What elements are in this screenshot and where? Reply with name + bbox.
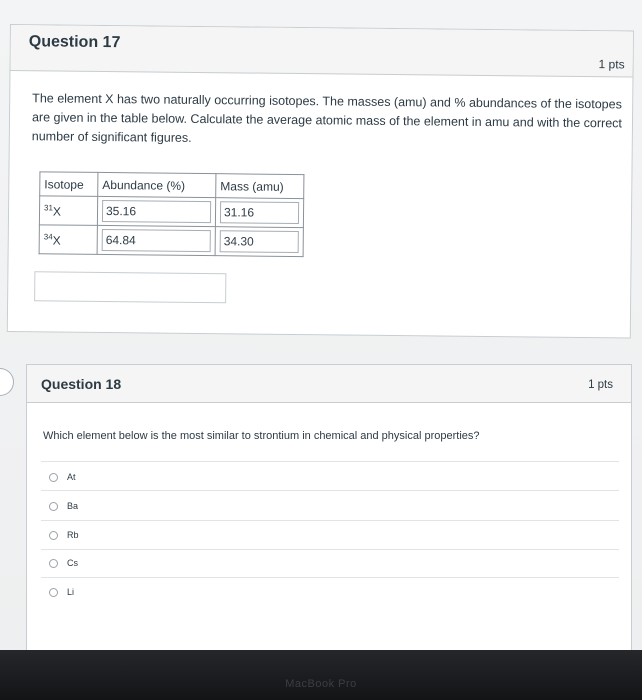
- abundance-cell: [97, 196, 215, 226]
- table-header-isotope: Isotope: [40, 172, 98, 197]
- abundance-value: 64.84: [102, 229, 211, 252]
- mass-cell: [215, 198, 303, 228]
- question-17-prompt: The element X has two naturally occurring isotopes. The masses (amu) and % abundances of the isotopes are given in the table below. Calculate the average atomic mass of the element in amu and with the correct number of significant figures.: [31, 91, 622, 145]
- abundance-cell: [97, 225, 215, 255]
- mass-value: 31.16: [220, 201, 299, 224]
- question-17-header: [11, 25, 633, 78]
- option-label: Cs: [67, 558, 78, 568]
- option-label: Ba: [67, 501, 79, 511]
- divider: [41, 461, 619, 462]
- answer-option-li[interactable]: [49, 583, 74, 601]
- answer-option-rb[interactable]: [49, 526, 79, 544]
- isotope-symbol: X: [52, 203, 62, 219]
- answer-option-cs[interactable]: [49, 554, 78, 572]
- question-18-title: Question 18: [41, 376, 122, 392]
- laptop-bezel: [0, 650, 642, 700]
- mass-number: 31: [44, 202, 54, 212]
- isotope-symbol: X: [52, 232, 61, 248]
- divider: [41, 577, 619, 578]
- mass-value: 34.30: [220, 230, 299, 253]
- question-18-card: [26, 364, 632, 664]
- isotope-cell: [39, 225, 97, 255]
- radio-button[interactable]: [49, 531, 58, 540]
- answer-input[interactable]: [34, 271, 226, 303]
- divider: [41, 549, 619, 550]
- radio-button[interactable]: [49, 473, 58, 482]
- question-17-points: 1 pts: [598, 57, 625, 72]
- option-label: At: [67, 472, 76, 482]
- answer-option-ba[interactable]: [49, 497, 78, 515]
- isotope-cell: [39, 196, 97, 226]
- device-label: MacBook Pro: [285, 678, 357, 690]
- table-row: [39, 196, 303, 228]
- abundance-value: 35.16: [102, 200, 211, 223]
- divider: [41, 520, 619, 521]
- radio-button[interactable]: [49, 588, 58, 597]
- table-header-row: [40, 172, 304, 199]
- question-18-points: 1 pts: [588, 379, 613, 391]
- question-18-prompt: Which element below is the most similar to strontium in chemical and physical properties?: [43, 430, 480, 442]
- mass-number: 34: [43, 231, 53, 241]
- question-17-card: [7, 24, 634, 339]
- divider: [41, 490, 619, 491]
- table-header-abundance: Abundance (%): [98, 172, 216, 197]
- radio-button[interactable]: [49, 559, 58, 568]
- question-18-header: [27, 365, 631, 403]
- mass-cell: [215, 227, 303, 257]
- flag-question-tab[interactable]: [0, 368, 14, 396]
- table-row: [39, 225, 303, 257]
- answer-option-at[interactable]: [49, 468, 76, 486]
- radio-button[interactable]: [49, 502, 58, 511]
- option-label: Li: [67, 587, 75, 597]
- option-label: Rb: [67, 530, 79, 540]
- table-header-mass: Mass (amu): [216, 174, 304, 199]
- question-17-title: Question 17: [28, 33, 121, 52]
- isotope-table: [39, 171, 305, 257]
